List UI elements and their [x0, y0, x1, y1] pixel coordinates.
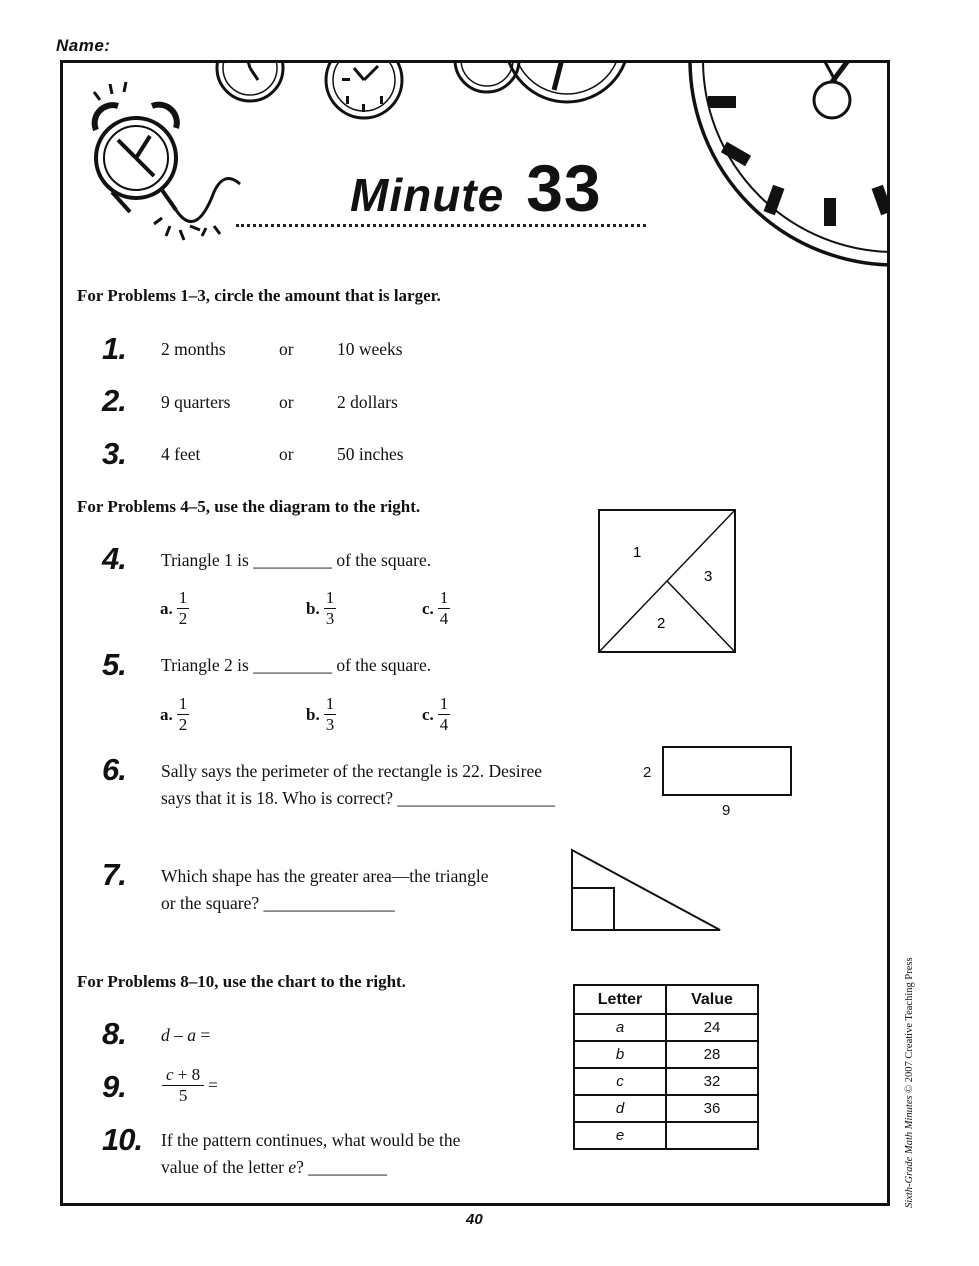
- problem-number: 7.: [102, 857, 126, 892]
- problem4-choice-b[interactable]: [306, 588, 336, 629]
- page-number: 40: [466, 1211, 483, 1228]
- rectangle-width-label: 9: [722, 802, 731, 819]
- problem3-or: or: [279, 444, 294, 464]
- chart-value: 36: [666, 1095, 758, 1122]
- table-row: [574, 1041, 758, 1068]
- problem2-left[interactable]: 9 quarters: [161, 392, 231, 412]
- section3-instruction: For Problems 8–10, use the chart to the right.: [77, 972, 406, 991]
- chart-header-letter: Letter: [574, 985, 666, 1014]
- chart-letter: d: [574, 1095, 666, 1122]
- diagram-label-3: 3: [704, 568, 713, 585]
- problem6-line2: says that it is 18. Who is correct? __________________: [161, 788, 555, 808]
- chart-letter: e: [574, 1122, 666, 1149]
- problem5-choice-c[interactable]: [422, 694, 450, 735]
- alarm-clock-icon: [94, 82, 240, 240]
- chart-letter: b: [574, 1041, 666, 1068]
- chart-value: 32: [666, 1068, 758, 1095]
- problem4-choice-a[interactable]: [160, 588, 189, 629]
- fraction: $\frac{1}{2}$: [178, 588, 188, 628]
- problem1-right[interactable]: 10 weeks: [337, 339, 403, 359]
- section2-instruction: For Problems 4–5, use the diagram to the right.: [77, 497, 421, 516]
- problem4-choice-c[interactable]: [422, 588, 450, 629]
- small-clock-icon: [217, 35, 283, 101]
- problem2-right[interactable]: 2 dollars: [337, 392, 398, 412]
- fraction: $\frac{1}{4}$: [439, 694, 449, 734]
- choice-label: a.: [160, 704, 173, 724]
- problem8-expression: d – a =: [161, 1025, 211, 1045]
- table-row: [574, 1068, 758, 1095]
- choice-label: a.: [160, 598, 173, 618]
- problem6-line1: Sally says the perimeter of the rectangle is 22. Desiree: [161, 761, 542, 781]
- problem5-choice-a[interactable]: [160, 694, 189, 735]
- letter-value-chart: [573, 984, 759, 1150]
- choice-label: c.: [422, 704, 434, 724]
- page-title: [350, 150, 602, 226]
- problem-number: 1.: [102, 331, 126, 366]
- chart-header-value: Value: [666, 985, 758, 1014]
- small-clock-icon: [455, 28, 519, 92]
- chart-value: 24: [666, 1014, 758, 1041]
- problem10-line1: If the pattern continues, what would be the: [161, 1130, 461, 1150]
- diagram-label-1: 1: [633, 544, 642, 561]
- problem3-left[interactable]: 4 feet: [161, 444, 201, 464]
- chart-header-row: [574, 985, 758, 1014]
- section1-instruction: For Problems 1–3, circle the amount that is larger.: [77, 286, 441, 305]
- problem-number: 2.: [102, 383, 126, 418]
- medium-clock-icon: [505, 0, 629, 102]
- rectangle-diagram: [662, 746, 792, 796]
- chart-value: 28: [666, 1041, 758, 1068]
- problem3-right[interactable]: 50 inches: [337, 444, 404, 464]
- rectangle-height-label: 2: [643, 764, 652, 781]
- chart-letter: a: [574, 1014, 666, 1041]
- name-label: Name:: [56, 36, 111, 55]
- diagram-label-2: 2: [657, 615, 666, 632]
- title-number: 33: [526, 151, 602, 225]
- square-diagram: [596, 507, 738, 655]
- choice-label: b.: [306, 598, 320, 618]
- problem9-expression: $\frac{c + 8}{5}$ =: [162, 1065, 218, 1106]
- table-row: [574, 1095, 758, 1122]
- problem4-text: Triangle 1 is _________ of the square.: [161, 550, 432, 570]
- problem5-choice-b[interactable]: [306, 694, 336, 735]
- fraction: $\frac{1}{3}$: [325, 694, 335, 734]
- title-word: Minute: [350, 169, 505, 221]
- triangle-square-diagram: [570, 848, 722, 932]
- chart-value-blank[interactable]: [666, 1122, 758, 1149]
- problem-number: 5.: [102, 647, 126, 682]
- problem1-left[interactable]: 2 months: [161, 339, 226, 359]
- fraction: $\frac{1}{3}$: [325, 588, 335, 628]
- problem-number: 3.: [102, 436, 126, 471]
- choice-label: b.: [306, 704, 320, 724]
- problem2-or: or: [279, 392, 294, 412]
- problem-number: 10.: [102, 1122, 143, 1157]
- problem7-line2: or the square? _______________: [161, 893, 395, 913]
- fraction: $\frac{1}{4}$: [439, 588, 449, 628]
- title-dotted-rule: [236, 224, 646, 227]
- table-row: [574, 1122, 758, 1149]
- problem-number: 4.: [102, 541, 126, 576]
- problem-number: 6.: [102, 752, 126, 787]
- copyright-credit: Sixth-Grade Math Minutes © 2007 Creative Teaching Press: [904, 957, 915, 1208]
- problem5-text: Triangle 2 is _________ of the square.: [161, 655, 432, 675]
- problem10-line2: value of the letter e? _________: [161, 1157, 387, 1177]
- problem7-line1: Which shape has the greater area—the triangle: [161, 866, 489, 886]
- table-row: [574, 1014, 758, 1041]
- problem1-or: or: [279, 339, 294, 359]
- chart-letter: c: [574, 1068, 666, 1095]
- choice-label: c.: [422, 598, 434, 618]
- problem-number: 9.: [102, 1069, 126, 1104]
- problem-number: 8.: [102, 1016, 126, 1051]
- fraction: $\frac{1}{2}$: [178, 694, 188, 734]
